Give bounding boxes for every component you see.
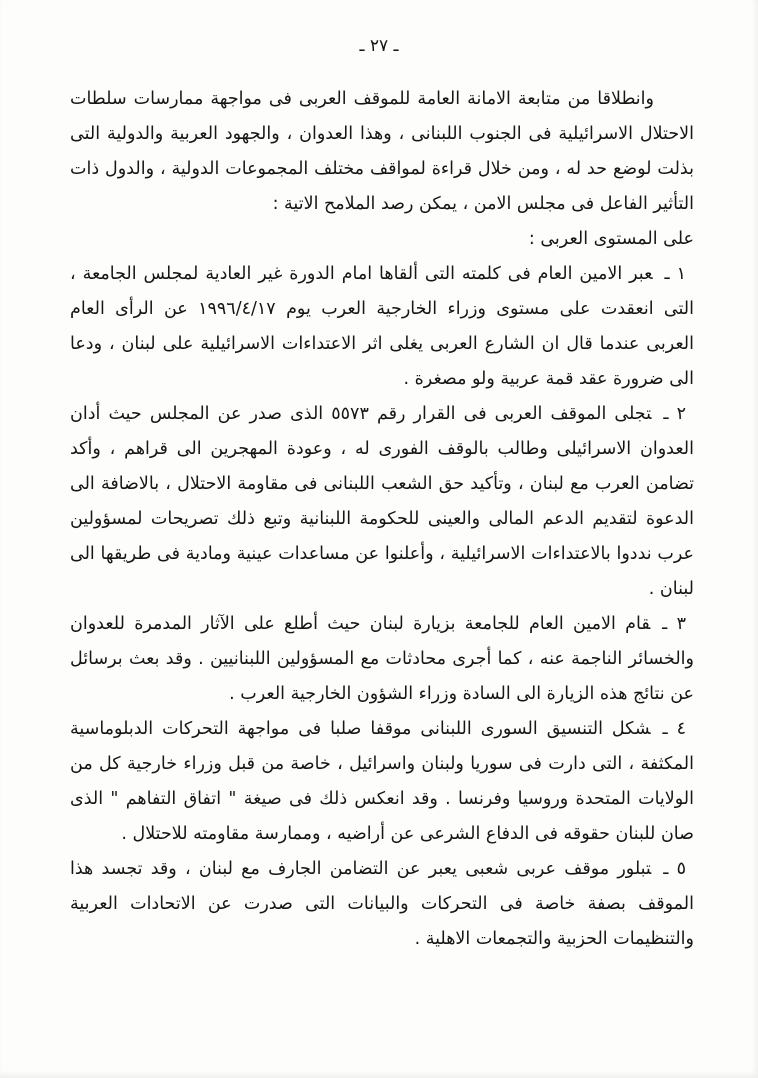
document-body — [0, 56, 758, 957]
item-number: ٣ ـ — [662, 614, 686, 634]
item-text: تبلور موقف عربى شعبى يعبر عن التضامن الجارف مع لبنان ، وقد تجسد هذا الموقف بصفة خاصة فى التحركات والبيانات التى صدرت عن الاتحادات العربية والتنظيمات الحزبية والتجمعات الاهلية . — [70, 859, 694, 949]
item-number: ٤ ـ — [662, 719, 686, 739]
list-item — [70, 257, 694, 397]
item-number: ٥ ـ — [663, 859, 686, 879]
item-number: ٢ ـ — [663, 404, 686, 424]
intro-paragraph: وانطلاقا من متابعة الامانة العامة للموقف العربى فى مواجهة ممارسات سلطات الاحتلال الاسرائيلية فى الجنوب اللبنانى ، وهذا العدوان ، والجهود العربية والدولية التى بذلت لوضع حد له ، ومن خلال قراءة لمواقف مختلف المجموعات الدولية ، والدول ذات التأثير الفاعل فى مجلس الامن ، يمكن رصد الملامح الاتية : — [70, 89, 694, 214]
item-number: ١ ـ — [664, 264, 686, 284]
section-heading: على المستوى العربى : — [528, 229, 694, 249]
list-item — [70, 397, 694, 607]
item-text: قام الامين العام للجامعة بزيارة لبنان حيث أطلع على الآثار المدمرة للعدوان والخسائر الناجمة عنه ، كما أجرى محادثات مع المسؤولين اللبنانيين . وقد بعث برسائل عن نتائج هذه الزيارة الى السادة وزراء الشؤون الخارجية العرب . — [70, 614, 694, 704]
list-item — [70, 712, 694, 852]
item-text: تجلى الموقف العربى فى القرار رقم ٥٥٧٣ الذى صدر عن المجلس حيث أدان العدوان الاسرائيلى وطالب بالوقف الفورى له ، وعودة المهجرين الى قراهم ، وأكد تضامن العرب مع لبنان ، وتأكيد حق الشعب اللبنانى فى مقاومة الاحتلال ، بالاضافة الى الدعوة لتقديم الدعم المالى والعينى للحكومة اللبنانية وتبع ذلك تصريحات لمسؤولين عرب نددوا بالاعتداءات الاسرائيلية ، وأعلنوا عن مساعدات عينية ومادية فى طريقها الى لبنان . — [70, 404, 694, 599]
item-text: شكل التنسيق السورى اللبنانى موقفا صلبا فى مواجهة التحركات الدبلوماسية المكثفة ، التى دارت فى سوريا ولبنان واسرائيل ، خاصة من قبل وزراء خارجية كل من الولايات المتحدة وروسيا وفرنسا . وقد انعكس ذلك فى صيغة " اتفاق التفاهم " الذى صان للبنان حقوقه فى الدفاع الشرعى عن أراضيه ، وممارسة مقاومته للاحتلال . — [70, 719, 694, 844]
item-text: عبر الامين العام فى كلمته التى ألقاها امام الدورة غير العادية لمجلس الجامعة ، التى انعقدت على مستوى وزراء الخارجية العرب يوم ١٩٩٦/٤/١٧ عن الرأى العام العربى عندما قال ان الشارع العربى يغلى اثر الاعتداءات الاسرائيلية على لبنان ، ودعا الى ضرورة عقد قمة عربية ولو مصغرة . — [70, 264, 694, 389]
list-item — [70, 852, 694, 957]
list-item — [70, 607, 694, 712]
page-number: ـ ٢٧ ـ — [359, 36, 399, 56]
